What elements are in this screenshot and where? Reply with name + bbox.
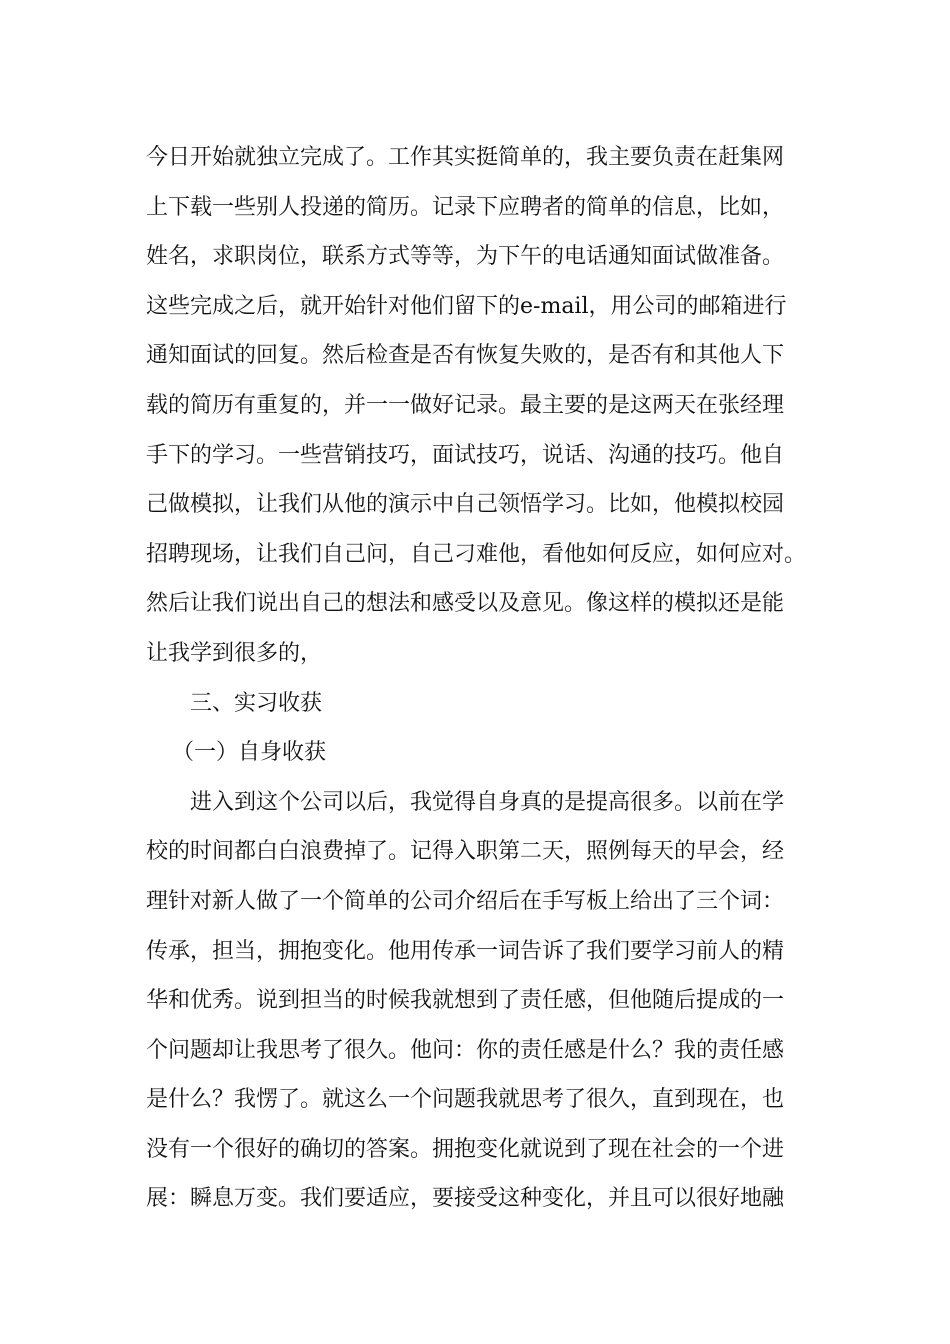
section-heading: 三、实习收获	[190, 690, 323, 716]
paragraph-line: 个问题却让我思考了很久。他问：你的责任感是什么？我的责任感	[146, 1037, 785, 1063]
text-line: 让我学到很多的，	[146, 640, 323, 666]
paragraph-line: 进入到这个公司以后，我觉得自身真的是提高很多。以前在学	[190, 789, 785, 815]
paragraph-line: 是什么？我愣了。就这么一个问题我就思考了很久，直到现在，也	[146, 1087, 785, 1113]
paragraph-line: 理针对新人做了一个简单的公司介绍后在手写板上给出了三个词：	[146, 888, 785, 914]
text-line: 招聘现场，让我们自己问，自己刁难他，看他如何反应，如何应对。	[146, 541, 807, 567]
text-line: 然后让我们说出自己的想法和感受以及意见。像这样的模拟还是能	[146, 591, 785, 617]
text-line: 姓名，求职岗位，联系方式等等，为下午的电话通知面试做准备。	[146, 244, 785, 270]
text-line: 手下的学习。一些营销技巧，面试技巧，说话、沟通的技巧。他自	[146, 442, 785, 468]
paragraph-line: 传承，担当，拥抱变化。他用传承一词告诉了我们要学习前人的精	[146, 938, 785, 964]
paragraph-line: 没有一个很好的确切的答案。拥抱变化就说到了现在社会的一个进	[146, 1136, 785, 1162]
text-line: 载的简历有重复的，并一一做好记录。最主要的是这两天在张经理	[146, 392, 785, 418]
text-line: 通知面试的回复。然后检查是否有恢复失败的，是否有和其他人下	[146, 343, 785, 369]
paragraph-line: 展：瞬息万变。我们要适应，要接受这种变化，并且可以很好地融	[146, 1186, 785, 1212]
text-line: 今日开始就独立完成了。工作其实挺简单的，我主要负责在赶集网	[146, 145, 785, 170]
text-line: 上下载一些别人投递的简历。记录下应聘者的简单的信息，比如，	[146, 194, 785, 220]
text-line: 己做模拟，让我们从他的演示中自己领悟学习。比如，他模拟校园	[146, 492, 785, 518]
paragraph-line: 校的时间都白白浪费掉了。记得入职第二天，照例每天的早会，经	[146, 839, 785, 865]
paragraph-line: 华和优秀。说到担当的时候我就想到了责任感，但他随后提成的一	[146, 988, 785, 1014]
document-body	[146, 133, 826, 1224]
text-line: 这些完成之后，就开始针对他们留下的e-mail，用公司的邮箱进行	[146, 293, 787, 319]
subsection-heading: （一）自身收获	[172, 740, 327, 766]
